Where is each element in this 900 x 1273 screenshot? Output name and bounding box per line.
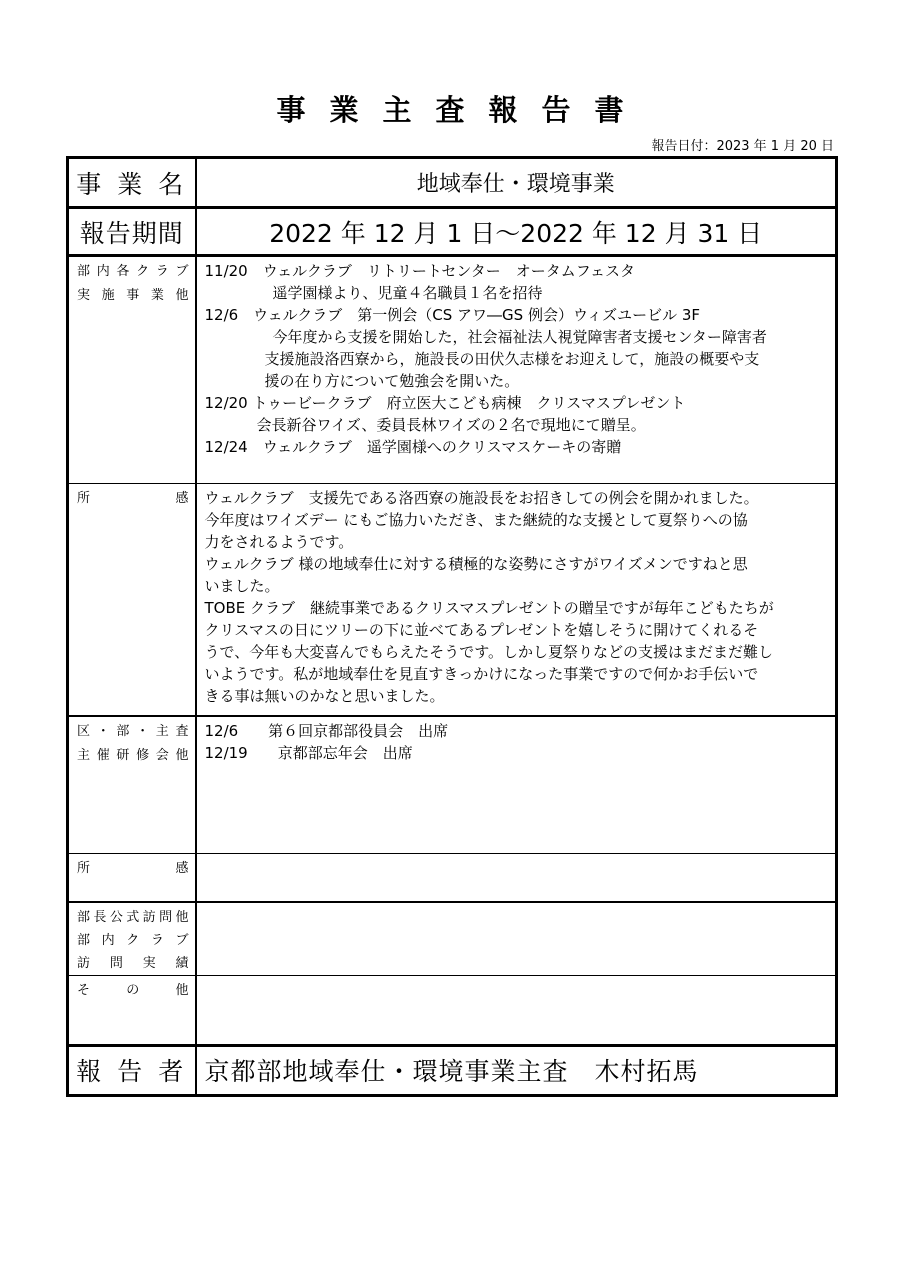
reporter-value: 京都部地域奉仕・環境事業主査 木村拓馬: [196, 1045, 837, 1095]
impressions-1-line: いようです。私が地域奉仕を見直すきっかけになった事業ですので何かお手伝いで: [204, 665, 759, 683]
impressions-1-line: 力をされるようです。: [204, 533, 354, 551]
impressions-1-line: ウェルクラブ 様の地域奉仕に対する積極的な姿勢にさすがワイズメンですねと思: [204, 555, 748, 573]
club-events-label-line-1: 部内各クラブ: [77, 264, 189, 279]
impressions-1-label-right: 感: [175, 491, 189, 506]
impressions-2-label-left: 所: [77, 861, 91, 876]
district-events-label-line-1: 区・部・主査: [77, 723, 189, 739]
impressions-1-line: うで、今年も大変喜んでもらえたそうです。しかし夏祭りなどの支援はまだまだ難し: [204, 643, 774, 661]
club-events-line: 援の在り方について勉強会を開いた。: [264, 372, 520, 390]
visits-content: [196, 902, 837, 976]
project-name-label: 事 業 名: [68, 158, 196, 208]
report-table: [66, 156, 838, 1097]
club-events-line: 12/6 ウェルクラブ 第一例会（CS アワ―GS 例会）ウィズユービル 3F: [204, 306, 701, 324]
district-events-content: [196, 716, 837, 854]
club-events-row: [68, 256, 837, 484]
district-events-label-line-2: 主催研修会他: [77, 747, 189, 763]
report-date: 報告日付：2023 年 1 月 20 日: [651, 139, 834, 154]
impressions-1-line: ウェルクラブ 支援先である洛西寮の施設長をお招きしての例会を開かれました。: [204, 489, 759, 507]
club-events-line: 会長新谷ワイズ、委員長林ワイズの２名で現地にて贈呈。: [256, 416, 646, 434]
other-content: [196, 975, 837, 1045]
visits-row: [68, 902, 837, 976]
impressions-2-row: [68, 854, 837, 902]
other-label-text: そ の 他: [77, 982, 189, 998]
impressions-1-label-left: 所: [77, 491, 91, 506]
project-name-row: [68, 158, 837, 208]
impressions-1-line: クリスマスの日にツリーの下に並べてあるプレゼントを嬉しそうに開けてくれるそ: [204, 621, 759, 639]
impressions-1-line: TOBE クラブ 継続事業であるクリスマスプレゼントの贈呈ですが毎年こどもたちが: [204, 599, 774, 617]
reporter-row: [68, 1045, 837, 1095]
visits-label: [68, 902, 196, 976]
reporter-label: 報 告 者: [68, 1045, 196, 1095]
district-events-line: 12/6 第６回京都部役員会 出席: [204, 721, 449, 740]
visits-label-line-1: 部長公式訪問他: [77, 909, 189, 925]
document-title: 事業主査報告書: [276, 93, 648, 127]
impressions-1-content: [196, 484, 837, 716]
impressions-1-label: [68, 484, 196, 716]
club-events-line: 11/20 ウェルクラブ リトリートセンター オータムフェスタ: [204, 262, 636, 280]
impressions-1-line: 今年度はワイズデー にもご協力いただき、また継続的な支援として夏祭りへの協: [204, 511, 748, 529]
visits-label-line-2: 部内クラブ: [77, 932, 189, 948]
impressions-2-label: [68, 854, 196, 902]
district-events-row: [68, 716, 837, 854]
impressions-1-line: きる事は無いのかなと思いました。: [204, 687, 445, 705]
period-label: 報告期間: [68, 208, 196, 256]
period-row: [68, 208, 837, 256]
impressions-2-label-right: 感: [175, 861, 189, 876]
club-events-label-line-2: 実施事業他: [77, 288, 189, 303]
visits-label-line-3: 訪問実績: [77, 955, 189, 971]
club-events-line: 支援施設洛西寮から，施設長の田伏久志様をお迎えして，施設の概要や支: [264, 350, 760, 368]
club-events-line: 12/20 トゥービークラブ 府立医大こども病棟 クリスマスプレゼント: [204, 394, 686, 412]
district-events-label: [68, 716, 196, 854]
other-label: [68, 975, 196, 1045]
club-events-label: [68, 256, 196, 484]
impressions-2-content: [196, 854, 837, 902]
project-name-value: 地域奉仕・環境事業: [196, 158, 837, 208]
other-row: [68, 975, 837, 1045]
district-events-line: 12/19 京都部忘年会 出席: [204, 743, 413, 762]
club-events-line: 遥学園様より、児童４名職員１名を招待: [272, 284, 543, 302]
period-value: 2022 年 12 月 1 日～2022 年 12 月 31 日: [196, 208, 837, 256]
impressions-1-line: いました。: [204, 577, 280, 595]
club-events-line: 今年度から支援を開始した，社会福祉法人視覚障害者支援センター障害者: [272, 328, 767, 346]
impressions-1-row: [68, 484, 837, 716]
club-events-content: [196, 256, 837, 484]
club-events-line: 12/24 ウェルクラブ 遥学園様へのクリスマスケーキの寄贈: [204, 438, 622, 456]
